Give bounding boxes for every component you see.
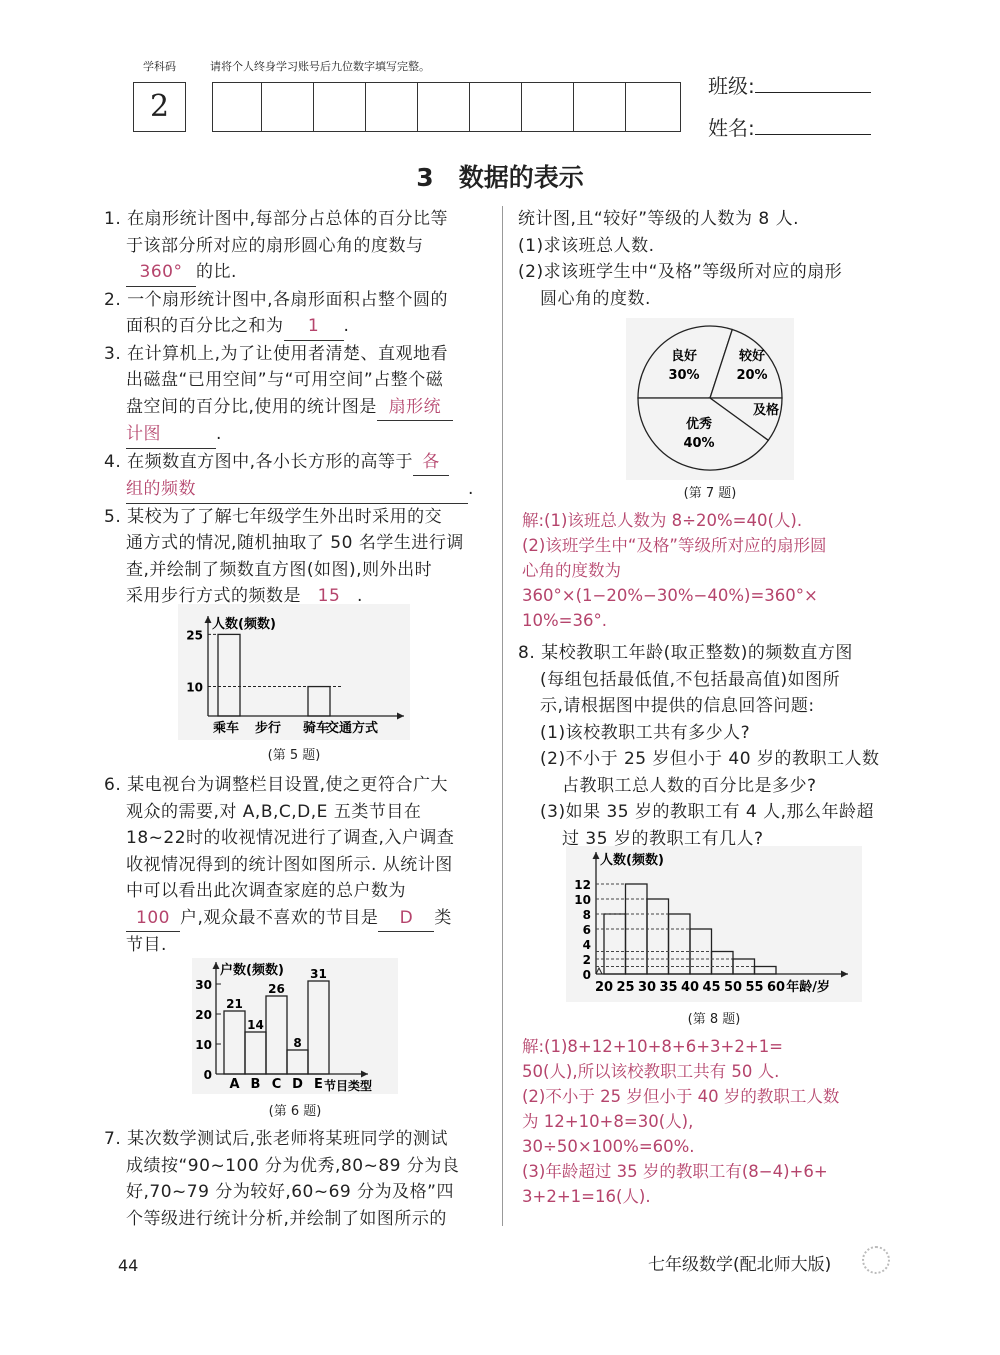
x-tick-label: 骑车 bbox=[302, 721, 330, 736]
bar-骑车 bbox=[308, 687, 330, 716]
chart-q7-grade-pie bbox=[626, 318, 794, 480]
y-axis-label: 人数(频数) bbox=[600, 853, 664, 868]
x-axis-label: 年龄/岁 bbox=[786, 980, 830, 995]
bar-乘车 bbox=[218, 634, 240, 716]
q6-answer-total[interactable]: 100 bbox=[126, 905, 180, 933]
name-field[interactable] bbox=[708, 112, 871, 141]
y-tick-label: 10 bbox=[574, 893, 591, 907]
x-tick-label: 45 bbox=[702, 980, 721, 995]
y-axis-arrow bbox=[205, 616, 212, 623]
bar-D bbox=[287, 1050, 308, 1074]
bar-age-30 bbox=[647, 899, 669, 974]
x-axis-label: 交通方式 bbox=[325, 721, 378, 736]
q2: 2. 一个扇形统计图中,各扇形面积占整个圆的 面积的百分比之和为 1 . bbox=[104, 287, 494, 341]
pie-label: 及格 bbox=[752, 403, 780, 418]
page-number: 44 bbox=[118, 1256, 139, 1275]
pie-pct-label: 30% bbox=[668, 368, 700, 383]
y-tick-label: 0 bbox=[203, 1068, 212, 1082]
y-tick-label: 6 bbox=[582, 923, 591, 937]
bar-value-label: 21 bbox=[226, 997, 243, 1011]
axis-break bbox=[596, 968, 602, 974]
bar-age-55 bbox=[755, 967, 777, 975]
bar-value-label: 31 bbox=[310, 967, 327, 981]
left-column bbox=[104, 206, 494, 611]
book-title: 七年级数学(配北师大版) bbox=[648, 1255, 832, 1275]
q7-caption: (第 7 题) bbox=[683, 486, 737, 501]
q4-answer[interactable]: 各 bbox=[413, 449, 449, 477]
pie-label: 较好 bbox=[738, 349, 766, 364]
class-field[interactable] bbox=[708, 70, 871, 99]
bar-age-45 bbox=[712, 952, 734, 975]
pie-label: 优秀 bbox=[685, 417, 713, 432]
subject-code-box: 2 bbox=[133, 82, 186, 132]
x-tick-label: 40 bbox=[680, 980, 700, 995]
x-tick-label: E bbox=[314, 1077, 323, 1092]
x-tick-label: 步行 bbox=[254, 721, 282, 736]
bar-age-35 bbox=[669, 914, 691, 974]
bar-age-20 bbox=[604, 914, 626, 974]
y-tick-label: 4 bbox=[582, 938, 591, 952]
instruction: 请将个人终身学习账号后九位数字填写完整。 bbox=[210, 60, 430, 73]
pie-label: 良好 bbox=[670, 349, 698, 364]
y-tick-label: 10 bbox=[186, 680, 203, 695]
x-axis-label: 节目类型 bbox=[323, 1079, 372, 1093]
bar-value-label: 8 bbox=[293, 1036, 302, 1050]
y-tick-label: 25 bbox=[186, 628, 203, 643]
q6-answer-least[interactable]: D bbox=[378, 905, 434, 933]
y-tick-label: 0 bbox=[582, 968, 591, 982]
x-tick-label: 25 bbox=[616, 980, 635, 995]
q3: 3. 在计算机上,为了让使用者清楚、直观地看 出磁盘“已用空间”与“可用空间”占整个磁 盘空间的百分比,使用的统计图是 扇形统 计图 . bbox=[104, 341, 494, 449]
x-tick-label: B bbox=[250, 1077, 261, 1092]
x-axis-arrow bbox=[361, 1071, 368, 1078]
pie-pct-label: 40% bbox=[683, 436, 715, 451]
x-tick-label: D bbox=[292, 1077, 303, 1092]
bar-A bbox=[224, 1011, 245, 1074]
y-tick-label: 20 bbox=[195, 1008, 212, 1022]
x-tick-label: 60 bbox=[766, 980, 786, 995]
pie-pct-label: 20% bbox=[736, 368, 768, 383]
y-axis-arrow bbox=[213, 962, 220, 969]
bar-B bbox=[245, 1032, 266, 1074]
chart-q8-age-histogram bbox=[566, 846, 862, 1002]
q5-caption: (第 5 题) bbox=[267, 748, 321, 763]
chart-q6-program-histogram bbox=[192, 958, 398, 1094]
q2-answer[interactable]: 1 bbox=[284, 313, 344, 341]
class-label: 班级: bbox=[708, 74, 755, 98]
x-tick-label: 20 bbox=[594, 980, 614, 995]
decorative-flower-icon bbox=[862, 1246, 890, 1274]
x-axis-arrow bbox=[841, 971, 848, 978]
x-axis-arrow bbox=[397, 713, 404, 720]
y-tick-label: 2 bbox=[582, 953, 591, 967]
q5: 5. 某校为了了解七年级学生外出时采用的交 通方式的情况,随机抽取了 50 名学生进行调 查,并绘制了频数直方图(如图),则外出时 采用步行方式的频数是 15 . bbox=[104, 504, 494, 611]
q1-answer[interactable]: 360° bbox=[126, 259, 196, 287]
page-title: 3 数据的表示 bbox=[416, 163, 584, 192]
q8-caption: (第 8 题) bbox=[687, 1012, 741, 1027]
subject-code-label: 学科码 bbox=[143, 60, 176, 73]
q5-answer[interactable]: 15 bbox=[301, 583, 357, 611]
bar-E bbox=[308, 981, 329, 1074]
q8: 8. 某校教职工年龄(取正整数)的频数直方图 (每组包括最低值,不包括最高值)如图所 示,请根据图中提供的信息回答问题: (1)该校教职工共有多少人? (2)不小于 25 岁但小于 40 岁的教职工人数 占教职工总人数的百分比是多少? (3)如果 35 岁的教职工有 4 人,那么年龄超 过 35 岁的教职工有几人? bbox=[518, 643, 880, 849]
y-tick-label: 10 bbox=[195, 1038, 212, 1052]
x-tick-label: 30 bbox=[637, 980, 657, 995]
x-tick-label: C bbox=[271, 1077, 282, 1092]
y-axis-label: 人数(频数) bbox=[212, 617, 276, 632]
bar-C bbox=[266, 996, 287, 1074]
name-label: 姓名: bbox=[708, 116, 755, 140]
y-tick-label: 30 bbox=[195, 978, 212, 992]
q7: 7. 某次数学测试后,张老师将某班同学的测试 成绩按“90~100 分为优秀,80~89 分为良 好,70~79 分为较好,60~69 分为及格”四 个等级进行统计分析,并绘制了如图所示的 bbox=[104, 1129, 460, 1229]
x-tick-label: 35 bbox=[659, 980, 678, 995]
q4: 4. 在频数直方图中,各小长方形的高等于 各 组的频数 . bbox=[104, 449, 494, 504]
y-tick-label: 12 bbox=[574, 878, 591, 892]
chart-q5-transport-histogram bbox=[178, 604, 410, 740]
x-tick-label: 乘车 bbox=[212, 721, 240, 736]
x-tick-label: 55 bbox=[745, 980, 764, 995]
x-tick-label: 50 bbox=[723, 980, 743, 995]
column-divider bbox=[502, 206, 503, 1226]
q8-solution: 解:(1)8+12+10+8+6+3+2+1= 50(人),所以该校教职工共有 50 人. (2)不小于 25 岁但小于 40 岁的教职工人数 为 12+10+8=30(人), 30÷50×100%=60%. (3)年龄超过 35 岁的教职工有(8−4)+6+ 3+2+1=16(人). bbox=[522, 1037, 840, 1206]
q6-caption: (第 6 题) bbox=[268, 1104, 322, 1119]
y-axis-label: 户数(频数) bbox=[220, 963, 284, 978]
q3-answer[interactable]: 扇形统 bbox=[377, 394, 453, 422]
x-tick-label: A bbox=[229, 1077, 240, 1092]
bar-value-label: 14 bbox=[247, 1018, 264, 1032]
q1: 1. 在扇形统计图中,每部分占总体的百分比等 于该部分所对应的扇形圆心角的度数与 360° 的比. bbox=[104, 206, 494, 287]
q6: 6. 某电视台为调整栏目设置,使之更符合广大 观众的需要,对 A,B,C,D,E 五类节目在 18~22时的收视情况进行了调查,入户调查 收视情况得到的统计图如图所示. 从统计图 中可以看出此次调查家庭的总户数为 100 户,观众最不喜欢的节目是 D 类 节目. bbox=[104, 775, 455, 955]
y-axis-arrow bbox=[593, 852, 600, 859]
y-tick-label: 8 bbox=[582, 908, 591, 922]
q7-continued: 统计图,且“较好”等级的人数为 8 人. (1)求该班总人数. (2)求该班学生中“及格”等级所对应的扇形 圆心角的度数. bbox=[518, 209, 843, 309]
bar-value-label: 26 bbox=[268, 982, 285, 996]
q7-solution: 解:(1)该班总人数为 8÷20%=40(人). (2)该班学生中“及格”等级所对应的扇形圆 心角的度数为 360°×(1−20%−30%−40%)=360°× 10%=36°. bbox=[522, 511, 827, 630]
